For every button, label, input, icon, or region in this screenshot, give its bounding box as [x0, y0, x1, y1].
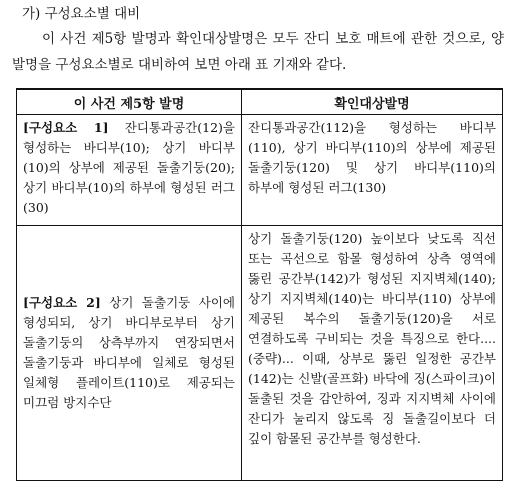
element-description: 잔디통과공간(12)을 형성하는 바디부(10); 상기 바디부(10)의 상부에 제공된 돌출기둥(20); 상기 바디부(10)의 하부에 형성된 러그(30) [23, 120, 235, 215]
target-description: 잔디통과공간(112)을 형성하는 바디부(110), 상기 바디부(110)의 상부에 제공된 돌출기둥(120) 및 상기 바디부(110)의 하부에 형성된 러그(130) [248, 120, 496, 195]
claim5-element-2-cell [17, 226, 242, 481]
header-patent-claim5: 이 사건 제5항 발명 [17, 89, 242, 115]
target-element-1-cell [242, 115, 503, 226]
intro-paragraph: 이 사건 제5항 발명과 확인대상발명은 모두 잔디 보호 매트에 관한 것으로, 양 발명을 구성요소별로 대비하여 보면 아래 표 기재와 같다. [12, 31, 504, 73]
comparison-table [16, 88, 503, 481]
element-label: [구성요소 2] [23, 295, 101, 310]
target-description: 상기 돌출기둥(120) 높이보다 낮도록 직선 또는 곡선으로 함몰 형성하여 상측 영역에 뚫린 공간부(142)가 형성된 지지벽체(140); 상기 지지벽체(140)는 바디부(110) 상부에 제공된 복수의 돌출기둥(120)을 서로 연결하도록 구비되는 것을 특징으로 한다....(중략)... 이때, 상부로 뚫린 일정한 공간부(142)는 신발(골프화) 바닥에 징(스파이크)이 돌출된 것을 감안하여, 징과 지지벽체 사이에 잔디가 눌리지 않도록 징 돌출길이보다 더 깊이 함몰된 공간부를 형성한다. [248, 231, 496, 446]
table-row [17, 226, 503, 481]
table-row [17, 115, 503, 226]
section-heading: 가) 구성요소별 대비 [22, 6, 141, 22]
element-label: [구성요소 1] [23, 120, 109, 135]
claim5-element-1-cell [17, 115, 242, 226]
target-element-2-cell [242, 226, 503, 481]
header-target-invention: 확인대상발명 [242, 89, 503, 115]
table-header-row [17, 89, 503, 115]
element-description: 상기 돌출기둥 사이에 형성되되, 상기 바디부로부터 상기 돌출기둥의 상측부까지 연장되면서 돌출기둥과 바디부에 일체로 형성된 일체형 플레이트(110)로 제공되는 미끄럼 방지수단 [23, 295, 235, 410]
